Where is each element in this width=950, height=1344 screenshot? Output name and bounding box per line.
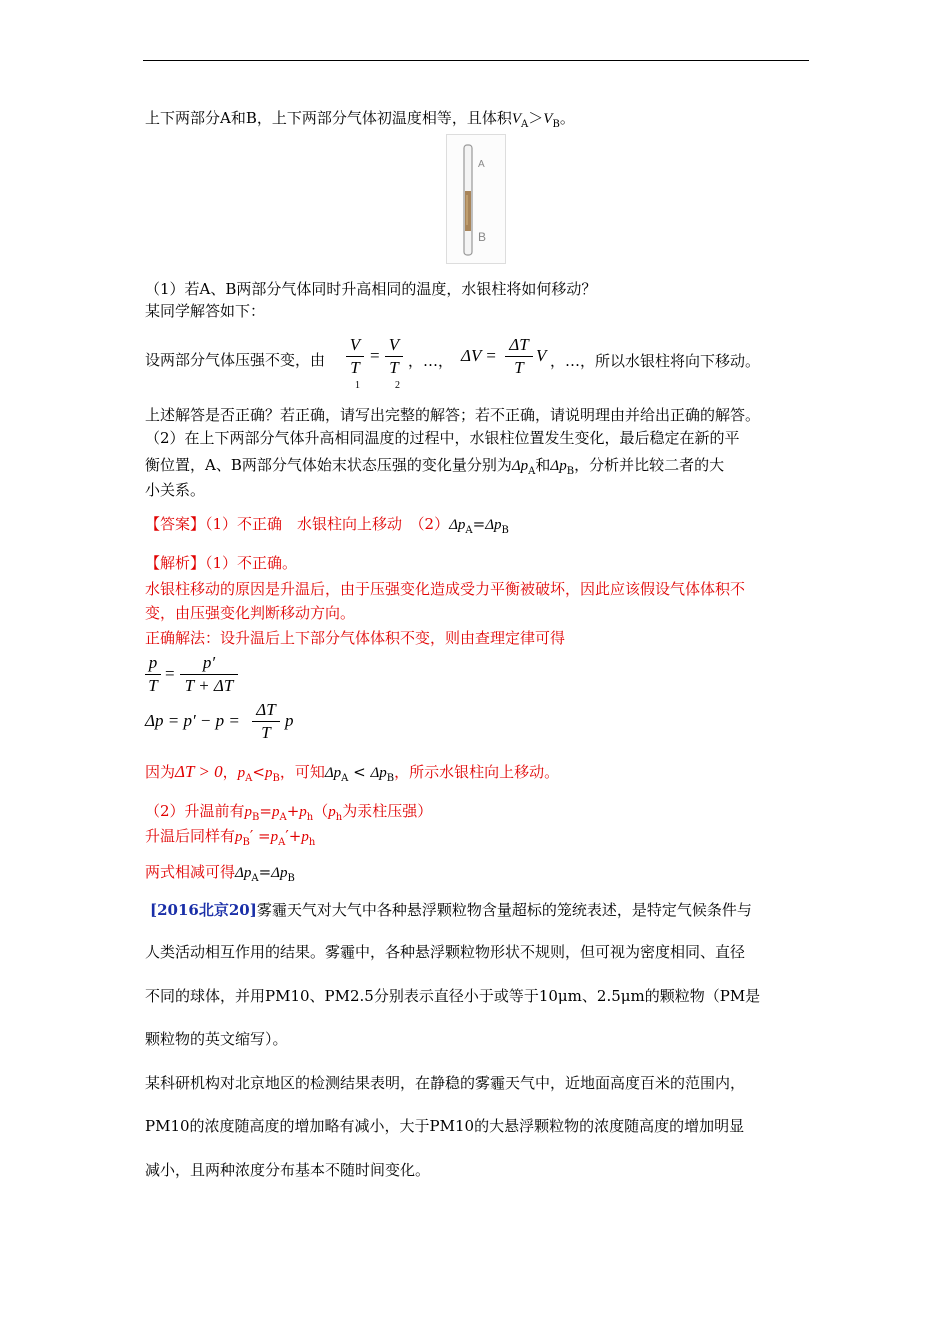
l6-pa: p: [237, 765, 246, 781]
l7-sh2: h: [335, 812, 343, 823]
q1-line3-start: 设两部分气体压强不变，由: [145, 351, 326, 369]
answer-text: （1）不正确 水银柱向上移动 （2）: [205, 515, 450, 533]
q1-line4: 上述解答是否正确？若正确，请写出完整的解答；若不正确，请说明理由并给出正确的解答。: [145, 406, 761, 424]
fraction-v1-t1: [346, 335, 364, 378]
gt-sign: ＞: [528, 109, 544, 127]
next-question-line1: [150, 900, 752, 920]
l6-pb: p: [264, 765, 273, 781]
f2-den: T + ΔT: [184, 676, 234, 695]
fraction-p-prime: [180, 653, 238, 696]
fraction-p-t: [145, 653, 161, 696]
q2-line1: （2）在上下两部分气体升高相同温度的过程中，水银柱位置发生变化，最后稳定在新的平: [145, 429, 740, 447]
l6-c: ，可知: [279, 763, 325, 781]
next-question-line7: 减小，且两种浓度分布基本不随时间变化。: [145, 1161, 431, 1179]
label-b: B: [478, 230, 487, 244]
l6-dsa: A: [341, 773, 349, 784]
l8-sb: B: [242, 837, 250, 848]
label-a: A: [478, 159, 485, 170]
dp-lhs: Δp = p′ − p =: [145, 711, 240, 730]
answer-dpb: Δp: [485, 517, 502, 533]
l8-a: 升温后同样有: [145, 827, 236, 845]
q2-line2: [145, 455, 724, 482]
dv-rhs: V: [536, 346, 547, 365]
frac2-sub: 2: [395, 380, 400, 391]
volume-var: V: [511, 111, 522, 127]
analysis-line6: [145, 762, 559, 789]
l6-lt: <: [252, 763, 265, 781]
l8-sh: h: [308, 837, 316, 848]
l7-c: 为汞柱压强）: [342, 802, 433, 820]
l9-a: 两式相减可得: [145, 863, 236, 881]
l6-dpb: Δp: [370, 765, 387, 781]
l9-dpa: Δp: [235, 865, 252, 881]
fraction-v2-t2: [385, 335, 403, 378]
l7-sa: A: [279, 812, 287, 823]
q1-line2: 某同学解答如下：: [145, 302, 266, 320]
mercury-tube-figure: [446, 134, 506, 264]
analysis-line3: 变，由压强变化判断移动方向。: [145, 604, 356, 622]
q2-line3: 小关系。: [145, 481, 206, 499]
answer-eq: =: [472, 515, 486, 533]
l7-pb: p: [244, 804, 253, 820]
l8-sa: A: [278, 837, 286, 848]
f1-den: T: [148, 676, 158, 695]
l7-plus: +: [286, 802, 300, 820]
answer-tag: 【答案】: [145, 515, 206, 533]
analysis-line9: [145, 862, 295, 889]
l8-ph: p: [301, 829, 309, 845]
f1-num: p: [148, 653, 158, 672]
l6-dpa: Δp: [324, 765, 342, 781]
next-question-line2: 人类活动相互作用的结果。雾霾中，各种悬浮颗粒物形状不规则，但可视为密度相同、直径: [145, 943, 746, 961]
next-p1: 雾霾天气对大气中各种悬浮颗粒物含量超标的笼统表述，是特定气候条件与: [256, 901, 752, 919]
header-rule: [143, 60, 809, 61]
f1-eq: =: [165, 664, 175, 683]
q1-line1: （1）若A、B两部分气体同时升高相同的温度，水银柱将如何移动？: [145, 280, 597, 298]
l8-eq: ′ =: [249, 827, 271, 845]
f2-num: p′: [202, 653, 216, 672]
l6-b: ，: [222, 763, 238, 781]
l9-eq: =: [258, 863, 272, 881]
l9-dpb: Δp: [271, 865, 288, 881]
l7-ph2: p: [328, 804, 336, 820]
analysis-line4: 正确解法：设升温后上下部分气体体积不变，则由查理定律可得: [145, 629, 566, 647]
intro-text: 上下两部分A和B，上下两部分气体初温度相等，且体积: [145, 109, 512, 127]
next-question-line6: PM10的浓度随高度的增加略有减小，大于PM10的大悬浮颗粒物的浓度随高度的增加明显: [145, 1117, 745, 1135]
frac3-den: T: [514, 358, 524, 377]
sub-a: A: [521, 119, 529, 130]
source-tag: [2016北京: [150, 901, 229, 919]
next-question-line5: 某科研机构对北京地区的检测结果表明，在静稳的雾霾天气中，近地面高度百米的范围内，: [145, 1074, 746, 1092]
ellipsis1: ，…，: [408, 352, 454, 370]
and-word: 和: [535, 456, 551, 474]
fraction-dt-t-2: [252, 700, 280, 743]
dp-num: ΔT: [256, 700, 276, 719]
analysis-line2: 水银柱移动的原因是升温后，由于压强变化造成受力平衡被破坏，因此应该假设气体体积不: [145, 580, 746, 598]
volume-var-b: V: [543, 111, 553, 127]
dp-rhs: p: [285, 711, 294, 730]
answer-line: [145, 514, 509, 541]
dp-den: T: [261, 723, 271, 742]
dpa: Δp: [511, 458, 529, 474]
fraction-dt-t: [505, 335, 533, 378]
analysis-tag: 【解析】: [145, 554, 206, 572]
frac1-sub: 1: [355, 380, 360, 391]
l7-ph: p: [299, 804, 307, 820]
l6-cond: ΔT > 0: [175, 762, 223, 781]
eq-sign: =: [370, 346, 380, 365]
q2-line2-start: 衡位置，A、B两部分气体始末状态压强的变化量分别为: [145, 456, 512, 474]
l9-sa: A: [251, 873, 259, 884]
frac2-den: T: [389, 358, 399, 377]
l7-a: （2）升温前有: [145, 802, 245, 820]
question-number: 20]: [228, 901, 257, 919]
l7-b: （: [313, 802, 329, 820]
dpb: Δp: [550, 458, 567, 474]
dpb-sub: B: [566, 466, 575, 477]
l9-sb: B: [287, 873, 295, 884]
l8-plus: ′+: [285, 827, 302, 845]
intro-line: [145, 108, 575, 135]
analysis-l1: （1）不正确。: [205, 554, 298, 572]
answer-sub-b: B: [501, 525, 509, 536]
l6-sa: A: [245, 773, 253, 784]
l7-sb: B: [252, 812, 260, 823]
dv-lhs: ΔV =: [461, 346, 497, 365]
dpa-sub: A: [528, 466, 536, 477]
l6-sb: B: [272, 773, 280, 784]
l7-pa: p: [271, 804, 280, 820]
q1-line3-end: ，…，所以水银柱将向下移动。: [550, 352, 761, 370]
frac3-num: ΔT: [509, 335, 529, 354]
next-question-line4: 颗粒物的英文缩写）。: [145, 1030, 288, 1048]
sub-b: B: [552, 119, 560, 130]
l6-dsb: B: [386, 773, 395, 784]
l6-lt2: <: [348, 763, 371, 781]
q2-line2-end: ，分析并比较二者的大: [574, 456, 725, 474]
analysis-line7: [145, 801, 432, 828]
intro-end: 。: [559, 109, 575, 127]
l6-a: 因为: [145, 763, 176, 781]
l8-pa: p: [270, 829, 279, 845]
l6-d: ，所示水银柱向上移动。: [394, 763, 560, 781]
frac1-den: T: [350, 358, 360, 377]
frac2-num: V: [388, 335, 400, 354]
frac1-num: V: [349, 335, 361, 354]
l8-pb: p: [235, 829, 243, 845]
l7-sh: h: [306, 812, 314, 823]
analysis-line8: [145, 826, 315, 853]
tube-svg: [447, 135, 505, 263]
answer-dpa: Δp: [449, 517, 466, 533]
answer-sub-a: A: [465, 525, 473, 536]
next-question-line3: 不同的球体，并用PM10、PM2.5分别表示直径小于或等于10μm、2.5μm的颗粒物（PM是: [145, 987, 761, 1005]
l7-eq: =: [259, 802, 272, 820]
analysis-line1: [145, 553, 297, 573]
